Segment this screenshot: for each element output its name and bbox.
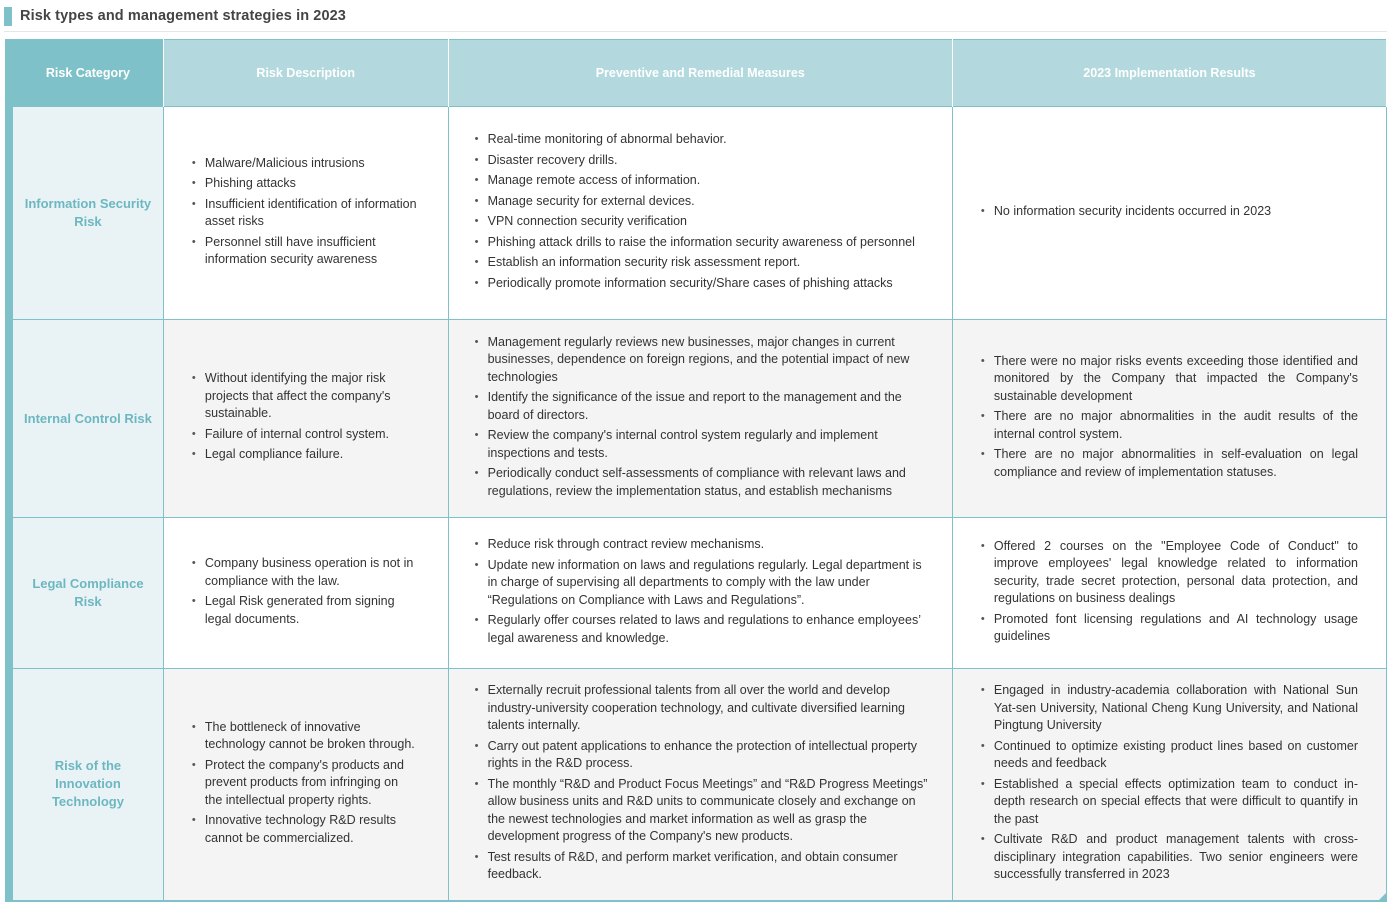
risk-description-item: • Without identifying the major risk projects that affect the company's sustainable. — [192, 370, 418, 423]
measure-item: • Periodically promote information security/Share cases of phishing attacks — [475, 275, 928, 293]
measure-item: • Carry out patent applications to enhance the protection of intellectual property rights in the R&D process. — [475, 738, 928, 773]
risk-description-item: • Legal compliance failure. — [192, 446, 418, 464]
risk-description-item: • Personnel still have insufficient information security awareness — [192, 234, 418, 269]
results-cell — [952, 320, 1386, 518]
result-item: • Engaged in industry-academia collaboration with National Sun Yat-sen University, National Cheng Kung University, and National Pingtung University — [981, 682, 1358, 735]
result-item: • Offered 2 courses on the "Employee Code of Conduct" to improve employees' legal knowledge related to information security, trade secret protection, personal data protection, and regulations on business dealings — [981, 538, 1358, 608]
measure-item: • Disaster recovery drills. — [475, 152, 928, 170]
result-item: • There were no major risks events exceeding those identified and monitored by the Company that impacted the Company's sustainable development — [981, 353, 1358, 406]
risk-description-cell — [163, 518, 448, 669]
header-results: 2023 Implementation Results — [952, 40, 1386, 107]
result-item: • There are no major abnormalities in self-evaluation on legal compliance and review of implementation statuses. — [981, 446, 1358, 481]
measures-cell-list — [475, 334, 928, 501]
risk-description-item: • The bottleneck of innovative technology cannot be broken through. — [192, 719, 418, 754]
table-row — [9, 518, 1387, 669]
results-cell-list — [981, 353, 1358, 482]
risk-description-item: • Legal Risk generated from signing legal documents. — [192, 593, 418, 628]
result-item: • There are no major abnormalities in the audit results of the internal control system. — [981, 408, 1358, 443]
measures-cell-list — [475, 536, 928, 647]
results-cell-list — [981, 682, 1358, 884]
risk-description-cell — [163, 107, 448, 320]
result-item: • Cultivate R&D and product management talents with cross-disciplinary integration capabilities. Two senior engineers were successfully transferred in 2023 — [981, 831, 1358, 884]
measures-cell — [448, 518, 952, 669]
risk-description-item: • Company business operation is not in compliance with the law. — [192, 555, 418, 590]
risk-description-cell-list — [192, 719, 418, 848]
measure-item: • Regularly offer courses related to laws and regulations to enhance employees’ legal awareness and knowledge. — [475, 612, 928, 647]
measure-item: • Management regularly reviews new businesses, major changes in current businesses, dependence on foreign regions, and the potential impact of new technologies — [475, 334, 928, 387]
risk-category-cell: Information Security Risk — [9, 107, 163, 320]
risk-table — [5, 39, 1387, 902]
results-cell — [952, 669, 1386, 901]
title-divider — [4, 31, 1387, 32]
header-risk-description: Risk Description — [163, 40, 448, 107]
measure-item: • Manage security for external devices. — [475, 193, 928, 211]
risk-description-cell — [163, 320, 448, 518]
table-row — [9, 107, 1387, 320]
measure-item: • Real-time monitoring of abnormal behavior. — [475, 131, 928, 149]
risk-description-item: • Malware/Malicious intrusions — [192, 155, 418, 173]
measures-cell-list — [475, 131, 928, 292]
result-item: • Established a special effects optimization team to conduct in-depth research on special effects that were difficult to quantify in the past — [981, 776, 1358, 829]
risk-description-item: • Failure of internal control system. — [192, 426, 418, 444]
results-cell-list — [981, 538, 1358, 646]
title-accent-bar — [4, 7, 12, 26]
measure-item: • Phishing attack drills to raise the information security awareness of personnel — [475, 234, 928, 252]
risk-table-container — [5, 39, 1388, 902]
risk-description-item: • Protect the company's products and prevent products from infringing on the intellectual property rights. — [192, 757, 418, 810]
measure-item: • The monthly “R&D and Product Focus Meetings” and “R&D Progress Meetings” allow business units and R&D units to communicate closely and exchange on the newest technologies and market information as well as grasp the development progress of the Company's new products. — [475, 776, 928, 846]
results-cell — [952, 107, 1386, 320]
table-body — [9, 107, 1387, 901]
measure-item: • Manage remote access of information. — [475, 172, 928, 190]
risk-description-item: • Insufficient identification of information asset risks — [192, 196, 418, 231]
measure-item: • Periodically conduct self-assessments of compliance with relevant laws and regulations, review the implementation status, and establish mechanisms — [475, 465, 928, 500]
header-measures: Preventive and Remedial Measures — [448, 40, 952, 107]
risk-description-cell-list — [192, 370, 418, 464]
measures-cell — [448, 107, 952, 320]
risk-description-cell — [163, 669, 448, 901]
measure-item: • Externally recruit professional talents from all over the world and develop industry-university cooperation technology, and cultivate diversified learning talents internally. — [475, 682, 928, 735]
table-header — [9, 40, 1387, 107]
results-cell — [952, 518, 1386, 669]
measure-item: • Update new information on laws and regulations regularly. Legal department is in charge of supervising all departments to comply with the law under “Regulations on Compliance with Laws and Regulations”. — [475, 557, 928, 610]
risk-category-cell: Internal Control Risk — [9, 320, 163, 518]
risk-category-cell: Legal Compliance Risk — [9, 518, 163, 669]
risk-description-cell-list — [192, 555, 418, 628]
result-item: • No information security incidents occurred in 2023 — [981, 203, 1358, 221]
header-risk-category: Risk Category — [9, 40, 163, 107]
measures-cell-list — [475, 682, 928, 884]
measure-item: • Establish an information security risk assessment report. — [475, 254, 928, 272]
result-item: • Continued to optimize existing product lines based on customer needs and feedback — [981, 738, 1358, 773]
table-row — [9, 320, 1387, 518]
measure-item: • Review the company's internal control system regularly and implement inspections and tests. — [475, 427, 928, 462]
measure-item: • Identify the significance of the issue and report to the management and the board of directors. — [475, 389, 928, 424]
table-corner-decoration — [1379, 892, 1387, 900]
risk-description-item: • Innovative technology R&D results cannot be commercialized. — [192, 812, 418, 847]
measures-cell — [448, 669, 952, 901]
section-title — [4, 6, 346, 26]
page-title: Risk types and management strategies in 2023 — [20, 8, 346, 24]
result-item: • Promoted font licensing regulations and AI technology usage guidelines — [981, 611, 1358, 646]
measures-cell — [448, 320, 952, 518]
table-row — [9, 669, 1387, 901]
measure-item: • Reduce risk through contract review mechanisms. — [475, 536, 928, 554]
measure-item: • Test results of R&D, and perform market verification, and obtain consumer feedback. — [475, 849, 928, 884]
risk-description-item: • Phishing attacks — [192, 175, 418, 193]
measure-item: • VPN connection security verification — [475, 213, 928, 231]
results-cell-list — [981, 203, 1358, 221]
risk-description-cell-list — [192, 155, 418, 269]
risk-category-cell: Risk of the Innovation Technology — [9, 669, 163, 901]
